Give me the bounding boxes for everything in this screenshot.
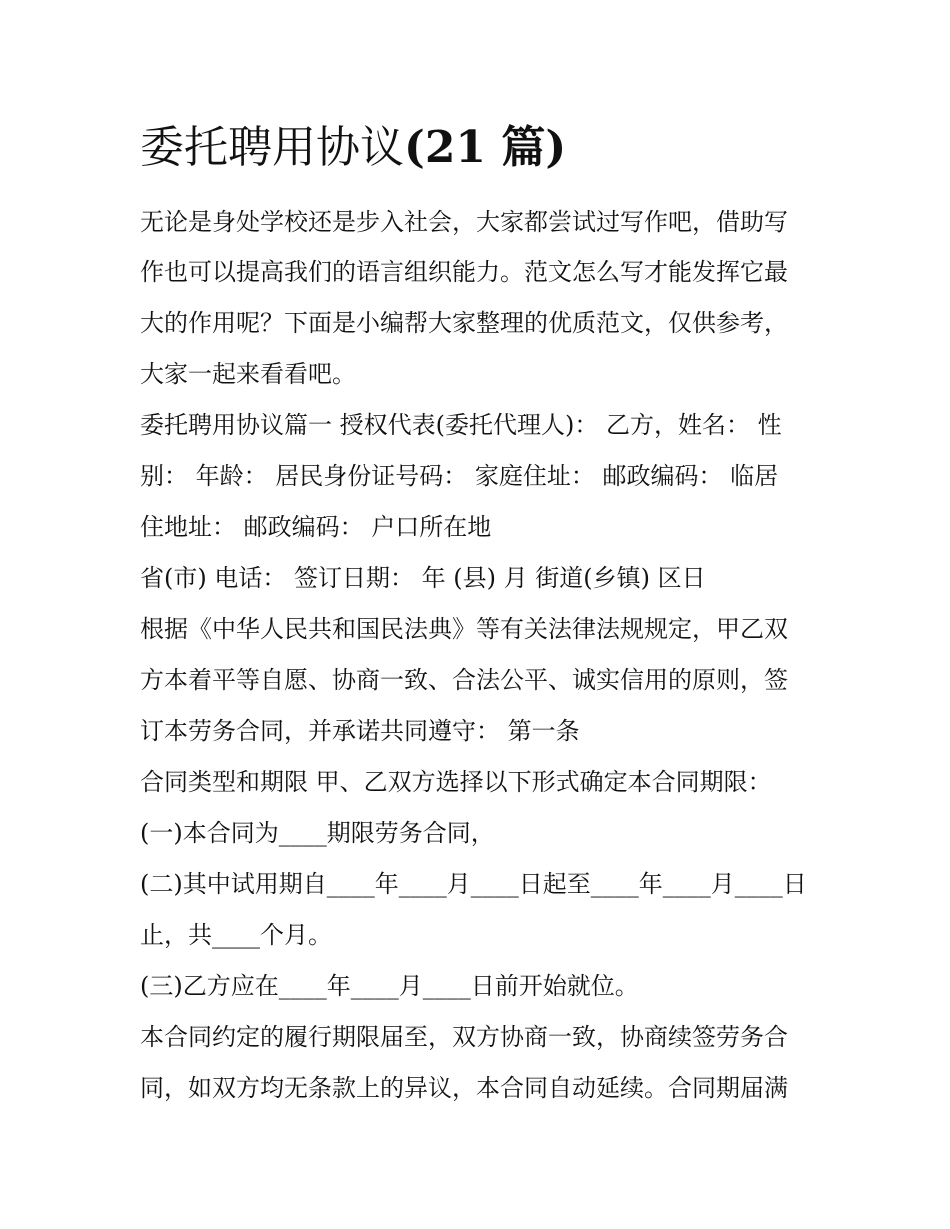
body-line: 订本劳务合同，并承诺共同遵守： 第一条 xyxy=(140,717,580,745)
page-title xyxy=(140,118,566,178)
body-line: 省(市) 电话： 签订日期： 年 (县) 月 街道(乡镇) 区日 xyxy=(140,564,706,592)
body-line: (二)其中试用期自____年____月____日起至____年____月____日 xyxy=(140,870,807,898)
body-line: 大的作用呢？下面是小编帮大家整理的优质范文，仅供参考， xyxy=(140,309,788,337)
body-line: 同，如双方均无条款上的异议，本合同自动延续。合同期届满 xyxy=(140,1074,788,1102)
body-line: 大家一起来看看吧。 xyxy=(140,360,356,388)
body-line: (一)本合同为____期限劳务合同， xyxy=(140,819,495,847)
body-line: 方本着平等自愿、协商一致、合法公平、诚实信用的原则，签 xyxy=(140,666,788,694)
body-line: 委托聘用协议篇一 授权代表(委托代理人)： 乙方，姓名： 性 xyxy=(140,411,782,439)
title-text: 委托聘用协议 xyxy=(140,122,404,173)
body-line: 本合同约定的履行期限届至，双方协商一致，协商续签劳务合 xyxy=(140,1023,788,1051)
body-line: 无论是身处学校还是步入社会，大家都尝试过写作吧，借助写 xyxy=(140,208,788,236)
body-line: 作也可以提高我们的语言组织能力。范文怎么写才能发挥它最 xyxy=(140,258,788,286)
body-line: 根据《中华人民共和国民法典》等有关法律法规规定，甲乙双 xyxy=(140,615,788,643)
body-line: 止，共____个月。 xyxy=(140,921,332,949)
body-line: 别： 年龄： 居民身份证号码： 家庭住址： 邮政编码： 临居 xyxy=(140,462,779,490)
body-line: (三)乙方应在____年____月____日前开始就位。 xyxy=(140,972,639,1000)
body-line: 住地址： 邮政编码： 户口所在地 xyxy=(140,513,492,541)
title-count: (21 篇) xyxy=(404,122,567,173)
body-line: 合同类型和期限 甲、乙双方选择以下形式确定本合同期限： xyxy=(140,768,772,796)
